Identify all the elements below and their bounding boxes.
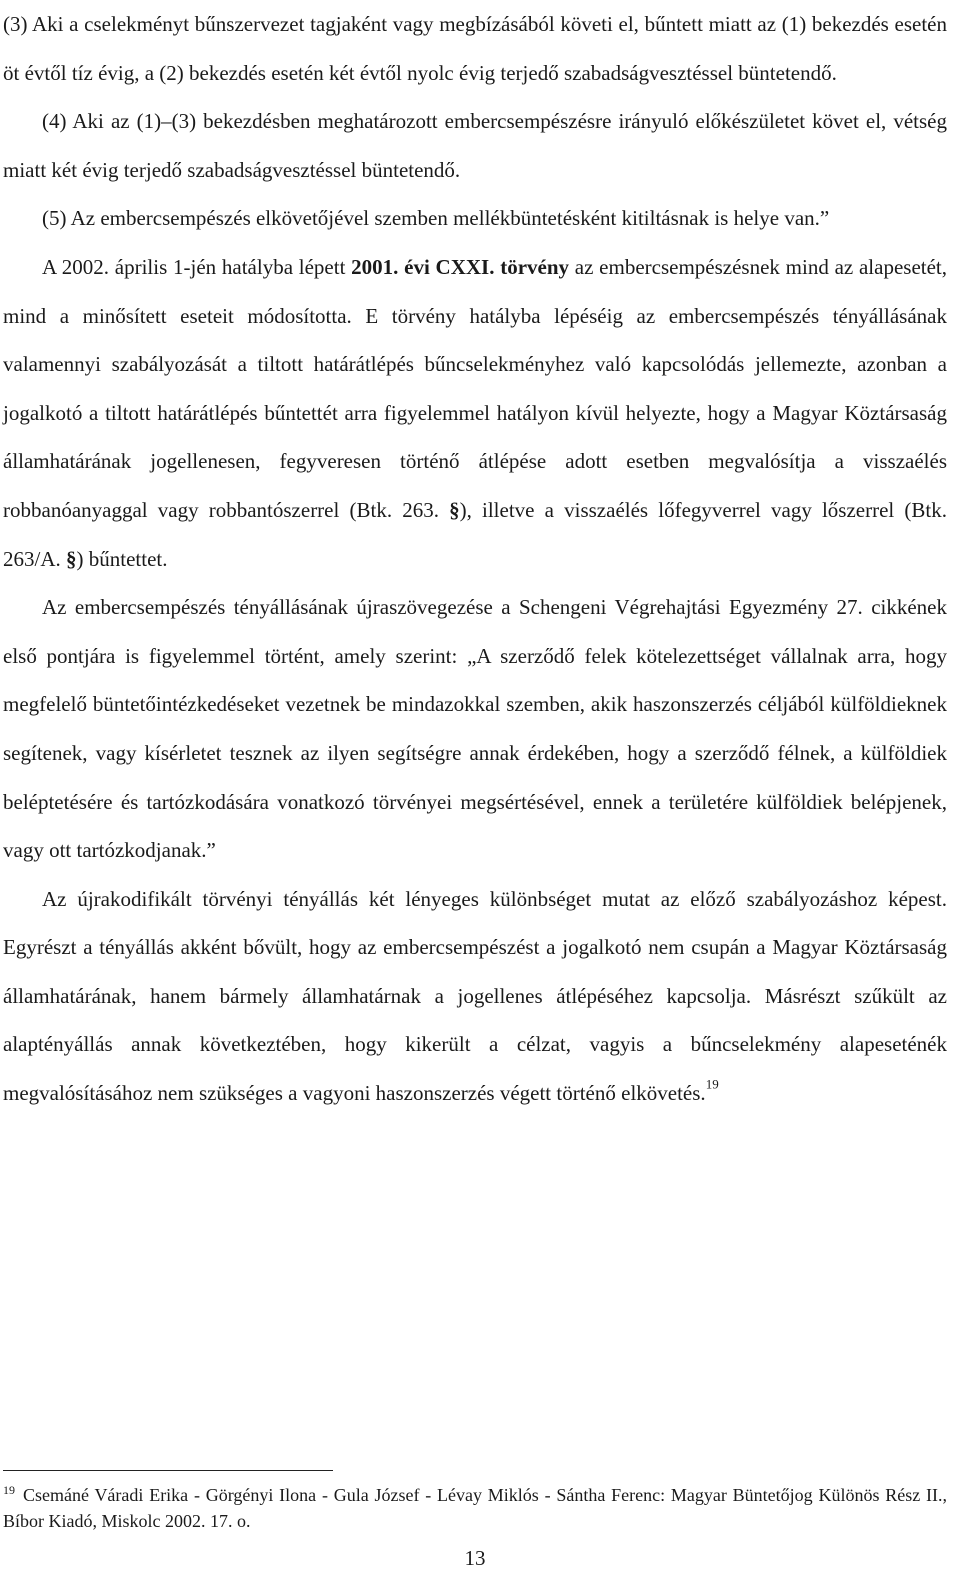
- footnote-reference[interactable]: 19: [705, 1076, 719, 1092]
- law-end: ) bűntettet.: [76, 546, 168, 571]
- recodified-text: Az újrakodifikált törvényi tényállás két lényeges különbséget mutat az előző szabályozáshoz képest. Egyrészt a tényállás akként bővült, hogy az embercsempészést a jogalkotó nem csupán a Magyar Köztársaság államhatárának, hanem bármely államhatárnak a jogellenes átlépéséhez kapcsolja. Másrészt szűkült az alaptényállás annak következtében, hogy kikerült a célzat, vagyis a bűncselekmény alapeseténék megvalósításához nem szükséges a vagyoni haszonszerzés végett történő elkövetés.: [3, 886, 947, 1106]
- footnote-text: Csemáné Váradi Erika - Görgényi Ilona - Gula József - Lévay Miklós - Sántha Ferenc: Magyar Büntetőjog Különös Rész II., Bíbor Kiadó, Miskolc 2002. 17. o.: [3, 1485, 947, 1531]
- law-mid: ), illetve a visszaélés lőfegyverrel vagy lőszerrel (Btk. 263/A.: [3, 497, 947, 571]
- paragraph-4: (4) Aki az (1)–(3) bekezdésben meghatározott embercsempészésre irányuló előkészületet követ el, vétség miatt két évig terjedő szabadságvesztéssel büntetendő.: [3, 109, 947, 182]
- paragraph-3: (3) Aki a cselekményt bűnszervezet tagjaként vagy megbízásából követi el, bűntett miatt az (1) bekezdés esetén öt évtől tíz évig, a (2) bekezdés esetén két évtől nyolc évig terjedő szabadságvesztéssel büntetendő.: [3, 12, 947, 85]
- paragraph-5: (5) Az embercsempészés elkövetőjével szemben mellékbüntetésként kitiltásnak is helye van.”: [42, 206, 830, 231]
- footnote-separator: [3, 1470, 333, 1471]
- law-lead: A 2002. április 1-jén hatályba lépett: [42, 254, 352, 279]
- law-rest: az embercsempészésnek mind az alapesetét, mind a minősített eseteit módosította. E törvény hatályba lépéséig az embercsempészés tényállásának valamennyi szabályozását a tiltott határátlépés bűncselekményhez való kapcsolódás jellemezte, azonban a jogalkotó a tiltott határátlépés bűntettét arra figyelemmel hatályon kívül helyezte, hogy a Magyar Köztársaság államhatárának jogellenesen, fegyveresen történő átlépése adott esetben megvalósítja a visszaélés robbanóanyaggal vagy robbantószerrel (Btk. 263.: [3, 254, 948, 522]
- paragraph-recodified: [3, 875, 947, 1118]
- law-reference: 2001. évi CXXI. törvény: [351, 254, 570, 279]
- page-number: 13: [464, 1546, 486, 1570]
- paragraph-schengen: Az embercsempészés tényállásának újraszövegezése a Schengeni Végrehajtási Egyezmény 27. cikkének első pontjára is figyelemmel történt, amely szerint: „A szerződő felek kötelezettséget vállalnak arra, hogy megfelelő büntetőintézkedéseket vezetnek be mindazokkal szemben, akik haszonszerzés céljából külföldieknek segítenek, vagy kísérletet tesznek az ilyen segítségre annak érdekében, hogy a szerződő félnek, a külföldiek beléptetésére és tartózkodására vonatkozó törvényei megsértésével, ennek a területére külföldiek belépjenek, vagy ott tartózkodjanak.”: [3, 595, 947, 863]
- section-sign: §: [66, 546, 77, 571]
- section-sign: §: [449, 497, 460, 522]
- body-text: [3, 0, 947, 1118]
- paragraph-law-amendment: [3, 243, 947, 583]
- footnote: [3, 1482, 947, 1534]
- footnote-number: 19: [3, 1482, 15, 1497]
